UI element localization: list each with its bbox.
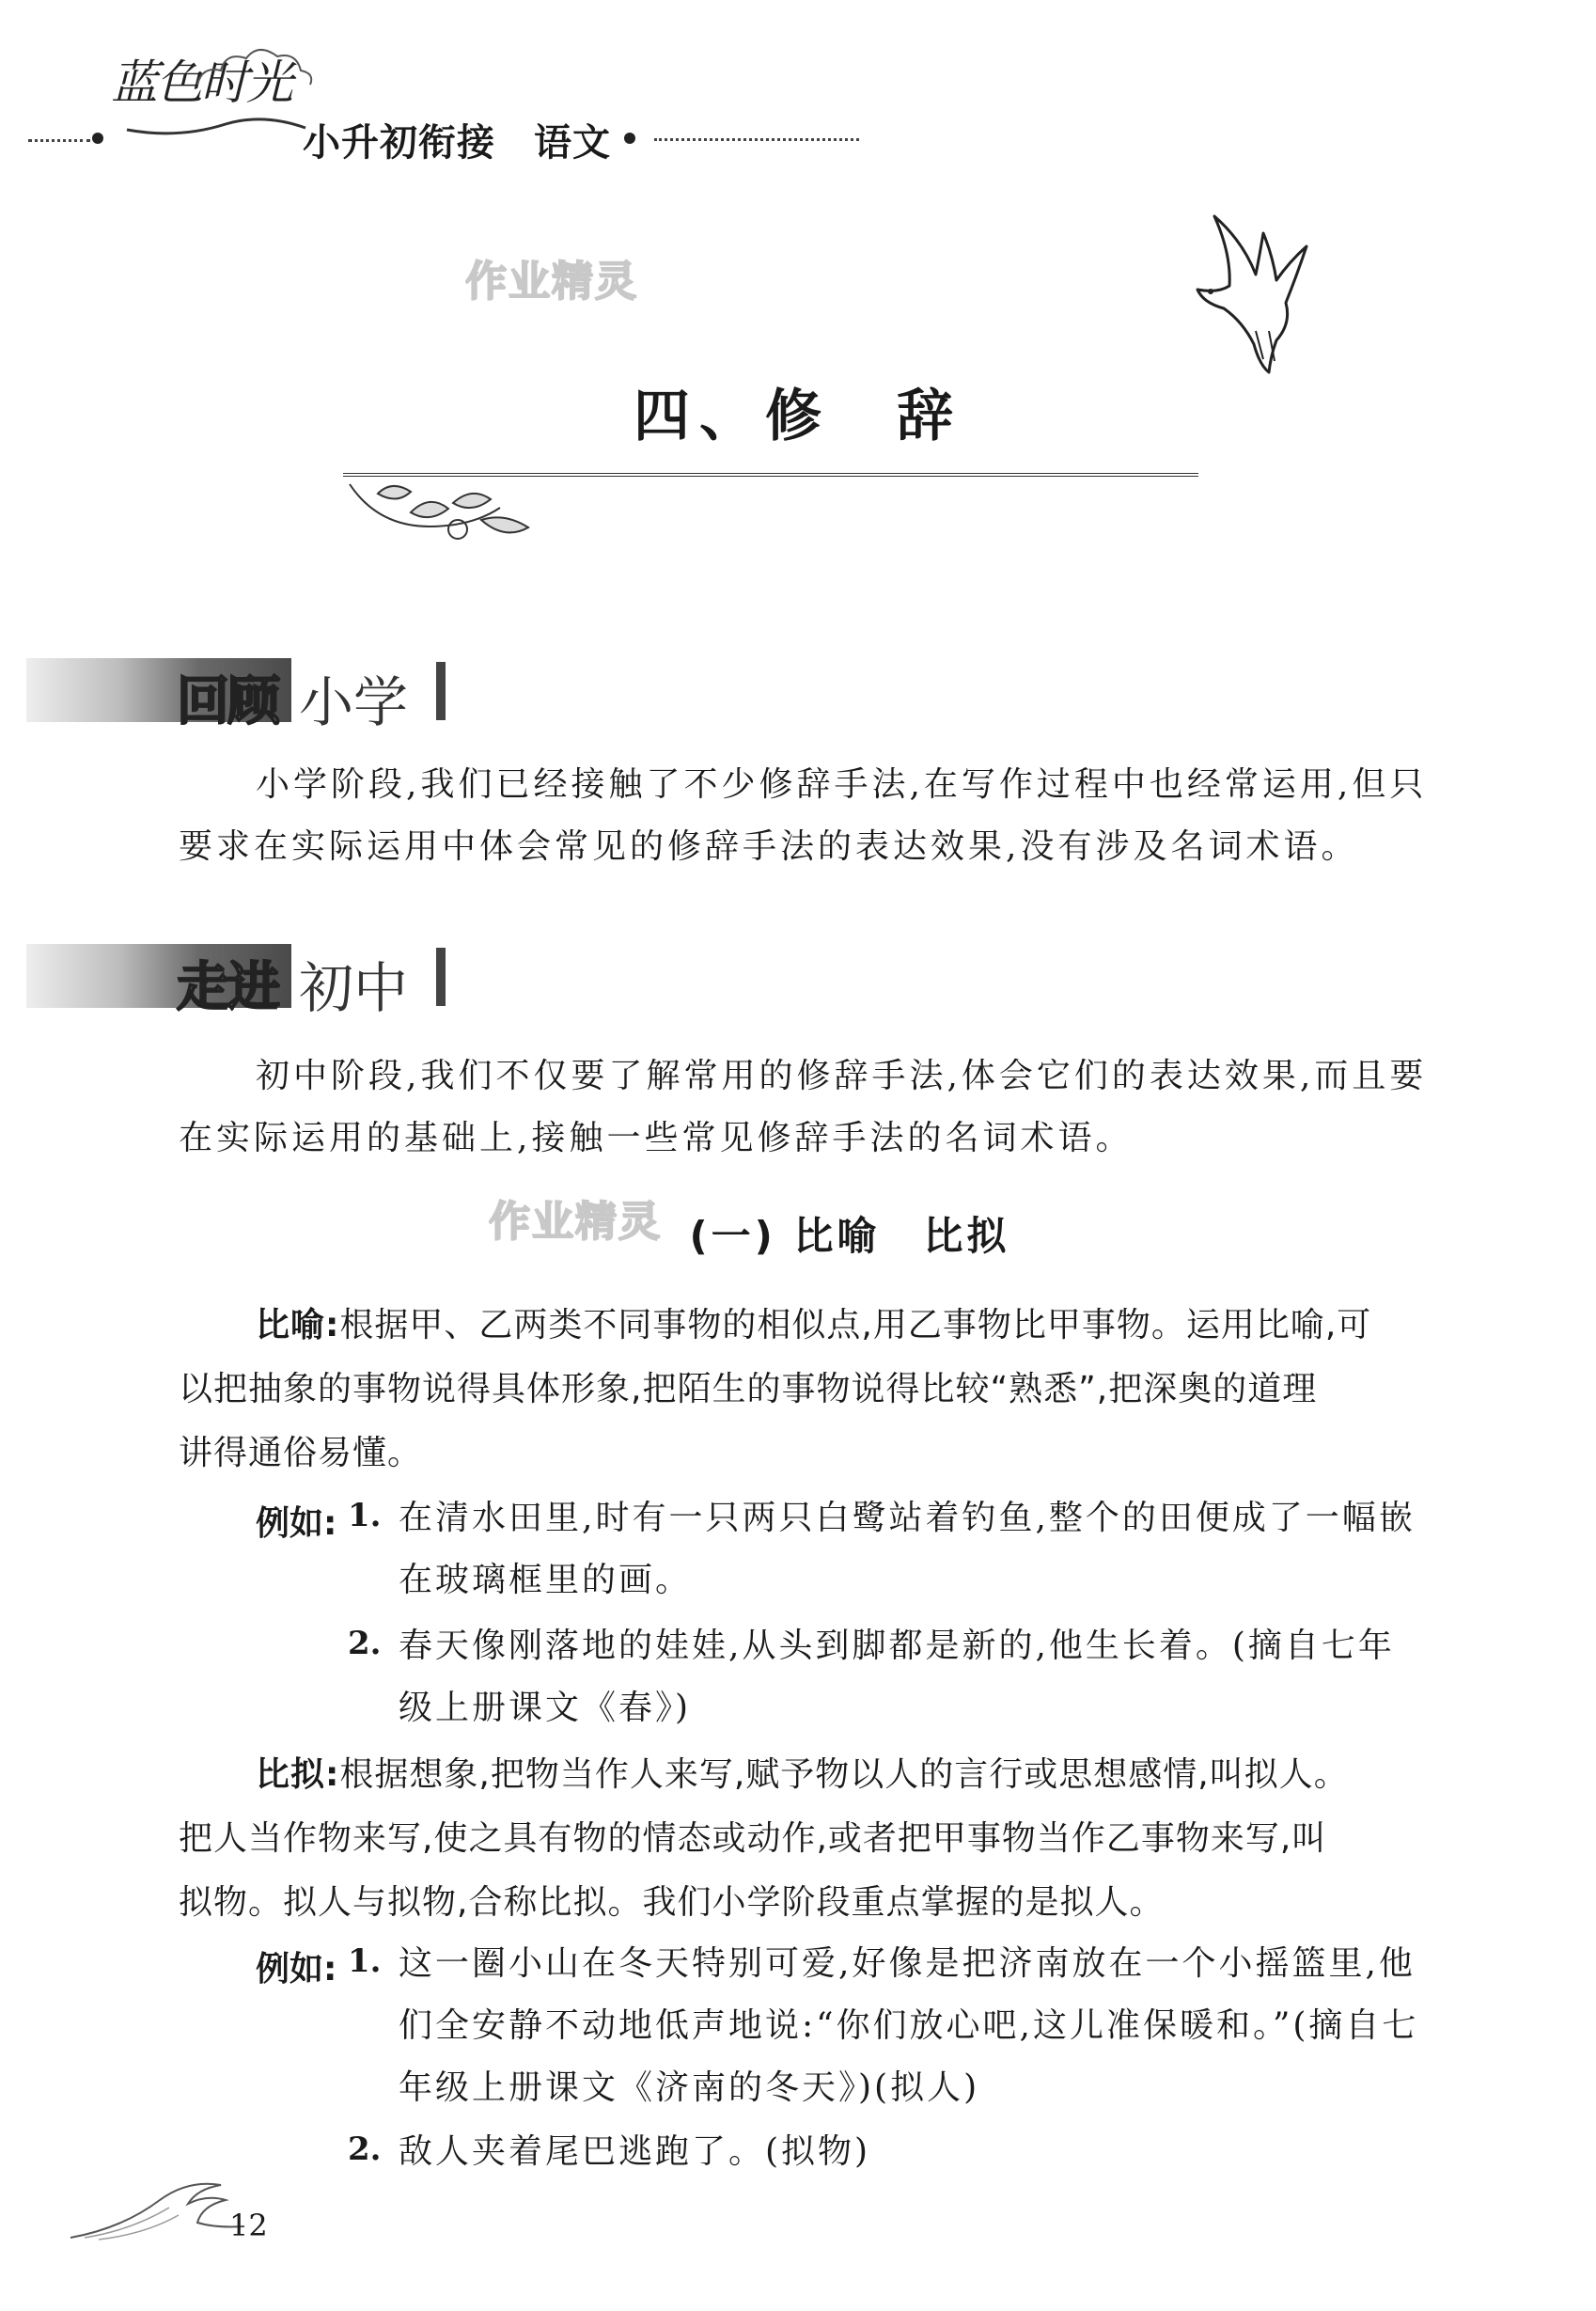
subsection-title: (一) 比喻 比拟 (689, 1213, 1010, 1259)
paragraph-line: 小学阶段,我们已经接触了不少修辞手法,在写作过程中也经常运用,但只 (256, 765, 1428, 804)
example-line: 在清水田里,时有一只两只白鹭站着钓鱼,整个的田便成了一幅嵌 (399, 1499, 1416, 1537)
definition-text: 以把抽象的事物说得具体形象,把陌生的事物说得比较“熟悉”,把深奥的道理 (179, 1370, 1318, 1408)
personification-definition (179, 1743, 1476, 1935)
term-label: 比喻: (256, 1306, 340, 1344)
paragraph-line: 要求在实际运用中体会常见的修辞手法的表达效果,没有涉及名词术语。 (179, 827, 1359, 866)
definition-text: 把人当作物来写,使之具有物的情态或动作,或者把甲事物当作乙事物来写,叫 (179, 1819, 1327, 1858)
example-label: 例如: (256, 1950, 337, 1989)
banner-light-text: 初中 (299, 956, 409, 1020)
example-line: 敌人夹着尾巴逃跑了。(拟物) (399, 2132, 871, 2171)
example-line: 春天像刚落地的娃娃,从头到脚都是新的,他生长着。(摘自七年 (399, 1627, 1395, 1665)
header-title: 小升初衔接 语文 (303, 120, 611, 165)
dove-icon (1186, 199, 1318, 378)
definition-text: 讲得通俗易懂。 (179, 1434, 423, 1472)
example-line: 们全安静不动地低声地说:“你们放心吧,这儿准保暖和。”(摘自七 (399, 2006, 1419, 2045)
paragraph-line: 在实际运用的基础上,接触一些常见修辞手法的名词术语。 (179, 1119, 1134, 1157)
definition-text: 拟物。拟人与拟物,合称比拟。我们小学阶段重点掌握的是拟人。 (179, 1883, 1165, 1922)
section1-paragraph (179, 754, 1476, 878)
banner-bold-text: 回顾 (177, 671, 278, 732)
floral-ornament-icon (340, 475, 538, 550)
example-text (399, 1615, 1470, 1739)
swoosh-icon (122, 111, 310, 139)
header-divider-left (28, 139, 90, 142)
banner-end-bar (436, 948, 446, 1006)
header-divider-right (654, 138, 859, 141)
header-bullet-left (92, 133, 103, 144)
example-line: 这一圈小山在冬天特别可爱,好像是把济南放在一个小摇篮里,他 (399, 1944, 1416, 1983)
header-logo: 蓝色时光 (111, 55, 291, 110)
page-number: 12 (229, 2208, 268, 2243)
section2-paragraph (179, 1045, 1476, 1170)
chapter-title: 四、修 辞 (634, 384, 962, 449)
term-label: 比拟: (256, 1755, 340, 1794)
example-line: 级上册课文《春》) (399, 1689, 692, 1727)
section-banner-review (26, 658, 446, 734)
example-number: 2. (348, 1625, 382, 1662)
example-number: 2. (348, 2130, 382, 2168)
wave-icon (66, 2172, 254, 2247)
svg-text:作业精灵: 作业精灵 (489, 1198, 662, 1246)
cloud-icon (188, 38, 320, 94)
example-text (399, 1487, 1470, 1611)
example-number: 1. (348, 1942, 382, 1980)
svg-text:作业精灵: 作业精灵 (465, 258, 638, 306)
section-banner-enter (26, 944, 446, 1020)
example-text (399, 2121, 1470, 2183)
definition-text: 根据想象,把物当作人来写,赋予物以人的言行或思想感情,叫拟人。 (339, 1755, 1349, 1794)
banner-bold-text: 走进 (177, 957, 278, 1018)
header-bullet-right (624, 133, 635, 144)
definition-text: 根据甲、乙两类不同事物的相似点,用乙事物比甲事物。运用比喻,可 (339, 1306, 1372, 1344)
watermark-logo (465, 246, 747, 322)
banner-light-text: 小学 (299, 670, 409, 734)
example-line: 年级上册课文《济南的冬天》)(拟人) (399, 2068, 980, 2107)
simile-definition (179, 1294, 1476, 1486)
example-text (399, 1933, 1470, 2119)
example-number: 1. (348, 1497, 382, 1534)
example-line: 在玻璃框里的画。 (399, 1561, 693, 1599)
banner-end-bar (436, 662, 446, 720)
example-label: 例如: (256, 1504, 337, 1543)
paragraph-line: 初中阶段,我们不仅要了解常用的修辞手法,体会它们的表达效果,而且要 (256, 1057, 1428, 1095)
